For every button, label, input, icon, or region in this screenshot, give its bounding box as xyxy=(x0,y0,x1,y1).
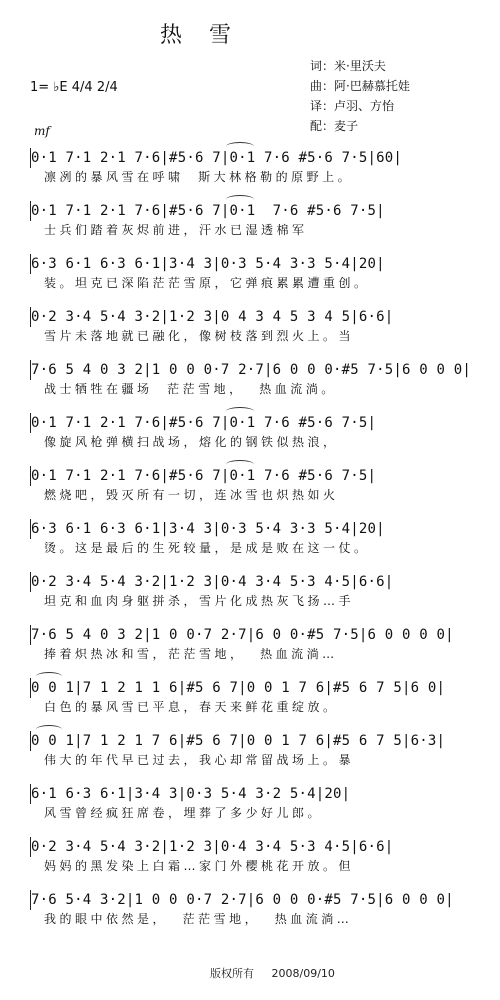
footer xyxy=(210,965,349,981)
notes-line: 0 0 1|7 1 2 1 1 6|#5 6 7|0 0 1 7 6|#5 6 7 5|6 0| xyxy=(30,678,470,698)
notes-line: 0·2 3·4 5·4 3·2|1·2 3|0·4 3·4 5·3 4·5|6·6| xyxy=(30,837,470,857)
dynamic-marking: mf xyxy=(34,124,50,138)
notes-line: 0·1 7·1 2·1 7·6|#5·6 7|0·1 7·6 #5·6 7·5|60| xyxy=(30,148,470,168)
notes-line: 0·1 7·1 2·1 7·6|#5·6 7|0·1 7·6 #5·6 7·5| xyxy=(30,466,470,486)
lyrics-line: 烫。这是最后的生死较量，是成是败在这一仗。 xyxy=(44,541,370,555)
slur xyxy=(226,195,254,204)
score-row xyxy=(30,201,470,254)
slur xyxy=(226,142,254,151)
date-text: 2008/09/10 xyxy=(271,967,335,980)
notes-line: 6·1 6·3 6·1|3·4 3|0·3 5·4 3·2 5·4|20| xyxy=(30,784,470,804)
lyrics-line: 士兵们踏着灰烬前进，汗水已湿透棉军 xyxy=(44,223,308,237)
score-row xyxy=(30,837,470,890)
score-row xyxy=(30,731,470,784)
score-row xyxy=(30,148,470,201)
score-row xyxy=(30,625,470,678)
score-row xyxy=(30,784,470,837)
lyrics-line: 装。坦克已深陷茫茫雪原，它弹痕累累遭重创。 xyxy=(44,276,370,290)
lyrics-line: 战士牺牲在疆场 茫茫雪地， 热血流淌。 xyxy=(44,382,337,396)
score-row xyxy=(30,413,470,466)
score-row xyxy=(30,519,470,572)
notes-line: 7·6 5 4 0 3 2|1 0 0 0·7 2·7|6 0 0 0·#5 7·5|6 0 0 0| xyxy=(31,362,472,378)
score-row xyxy=(30,678,470,731)
lyrics-line: 风雪曾经疯狂席卷，埋葬了多少好儿郎。 xyxy=(44,806,324,820)
score-row xyxy=(30,572,470,625)
notes-line: 7·6 5 4 0 3 2|1 0 0·7 2·7|6 0 0·#5 7·5|6 0 0 0 0| xyxy=(30,625,470,645)
triplet-slur xyxy=(36,725,62,734)
slur xyxy=(226,460,254,469)
lyrics-line: 像旋风枪弹横扫战场，熔化的钢铁似热浪， xyxy=(44,435,339,449)
notes-line: 0 0 1|7 1 2 1 7 6|#5 6 7|0 0 1 7 6|#5 6 7 5|6·3| xyxy=(30,731,470,751)
lyrics-line: 白色的暴风雪已平息，春天来鲜花重绽放。 xyxy=(44,700,339,714)
lyricist-credit: 词：米·里沃夫 xyxy=(310,59,386,73)
copyright-text: 版权所有 xyxy=(210,967,254,980)
credits-block xyxy=(310,56,410,136)
score-row xyxy=(30,890,470,943)
slur xyxy=(226,407,254,416)
score-row xyxy=(30,254,470,307)
lyrics-line: 坦克和血肉身躯拼杀，雪片化成热灰飞扬…手 xyxy=(44,594,355,608)
notes-line: 0·1 7·1 2·1 7·6|#5·6 7|0·1 7·6 #5·6 7·5| xyxy=(30,201,470,221)
lyrics-line: 燃烧吧，毁灭所有一切，连冰雪也炽热如火 xyxy=(44,488,339,502)
lyrics-line: 凛冽的暴风雪在呼啸 斯大林格勒的原野上。 xyxy=(44,170,354,184)
score-row xyxy=(30,466,470,519)
lyrics-line: 我的眼中依然是， 茫茫雪地， 热血流淌… xyxy=(44,912,353,926)
notes-line: 0·1 7·1 2·1 7·6|#5·6 7|0·1 7·6 #5·6 7·5| xyxy=(30,413,470,433)
key-signature: 1= ♭E 4/4 2/4 xyxy=(30,80,118,95)
triplet-slur xyxy=(36,672,62,681)
notes-line: 6·3 6·1 6·3 6·1|3·4 3|0·3 5·4 3·3 5·4|20| xyxy=(30,254,470,274)
notes-line: 6·3 6·1 6·3 6·1|3·4 3|0·3 5·4 3·3 5·4|20| xyxy=(30,519,470,539)
song-title: 热 雪 xyxy=(160,23,241,48)
lyrics-line: 伟大的年代早已过去，我心却常留战场上。暴 xyxy=(44,753,355,767)
notes-line: 0·2 3·4 5·4 3·2|1·2 3|0·4 3·4 5·3 4·5|6·6| xyxy=(30,572,470,592)
score-row xyxy=(30,307,470,360)
notes-line: 0·2 3·4 5·4 3·2|1·2 3|0 4 3 4 5 3 4 5|6·6| xyxy=(30,307,470,327)
composer-credit: 曲：阿·巴赫慕托娃 xyxy=(310,79,410,93)
score-row xyxy=(30,360,470,413)
translator-credit: 译：卢羽、方怡 xyxy=(310,99,395,113)
lyrics-line: 捧着炽热冰和雪，茫茫雪地， 热血流淌… xyxy=(44,647,338,661)
numbered-score xyxy=(30,148,470,943)
lyrics-line: 妈妈的黑发染上白霜…家门外樱桃花开放。但 xyxy=(44,859,355,873)
lyrics-line: 雪片未落地就已融化，像树枝落到烈火上。当 xyxy=(44,329,355,343)
notes-line: 7·6 5·4 3·2|1 0 0 0·7 2·7|6 0 0 0·#5 7·5|6 0 0 0| xyxy=(30,890,470,910)
arranger-credit: 配：麦子 xyxy=(310,119,359,133)
